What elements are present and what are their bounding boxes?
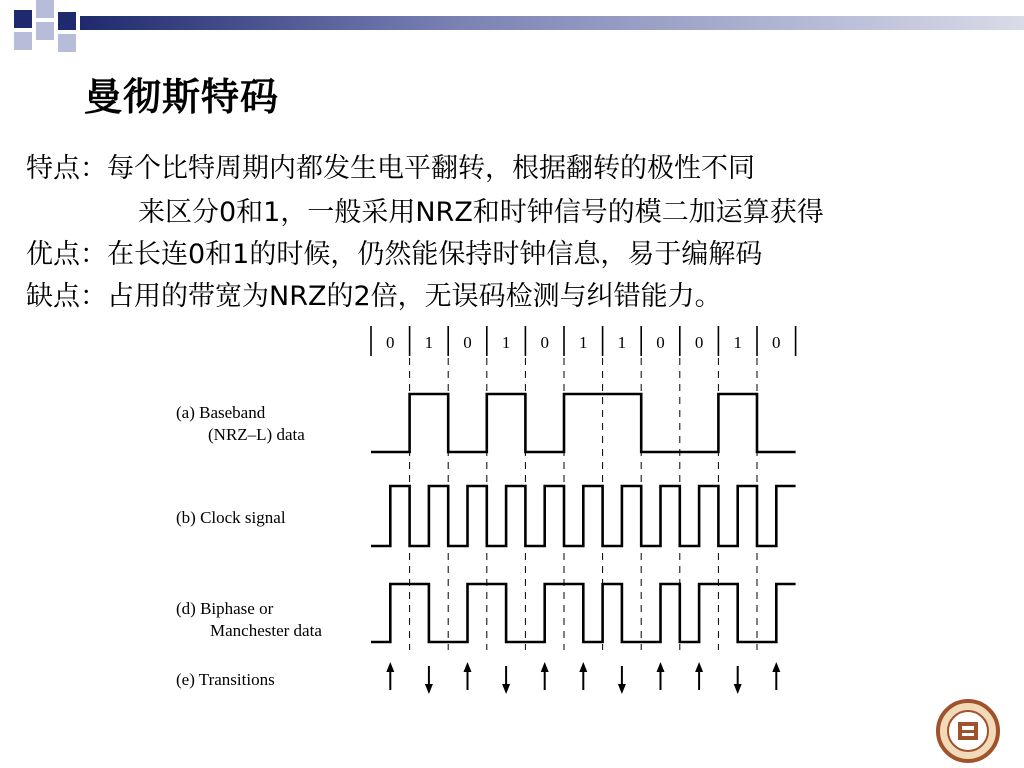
transition-arrows	[386, 662, 780, 694]
bit-value: 1	[579, 333, 588, 352]
text-line-disadvantages: 缺点：占用的带宽为NRZ的2倍，无误码检测与纠错能力。	[26, 281, 722, 312]
row-label-line: (e) Transitions	[176, 670, 275, 689]
row-label-line: (NRZ–L) data	[208, 425, 305, 444]
row-label-line: Manchester data	[210, 621, 322, 640]
text-line-features: 特点：每个比特周期内都发生电平翻转，根据翻转的极性不同	[26, 153, 755, 184]
bit-value: 1	[733, 333, 742, 352]
manchester-waveform	[371, 584, 796, 642]
transition-arrow-up	[541, 662, 549, 690]
nrz-waveform	[371, 394, 796, 452]
bit-value: 0	[694, 333, 704, 352]
waveforms	[371, 394, 796, 642]
text-line-advantages: 优点：在长连0和1的时候，仍然能保持时钟信息，易于编解码	[26, 239, 763, 270]
row-label-line: (a) Baseband	[176, 403, 266, 422]
transition-arrow-down	[618, 666, 626, 694]
transition-arrow-up	[579, 662, 587, 690]
transition-arrow-up	[695, 662, 703, 690]
bit-value: 0	[386, 333, 395, 352]
transition-arrow-down	[502, 666, 510, 694]
transition-arrow-down	[425, 666, 433, 694]
university-logo	[930, 698, 1006, 764]
transition-arrow-up	[464, 662, 472, 690]
clock-waveform	[371, 486, 796, 546]
bit-value: 1	[501, 333, 511, 352]
text-line-features-cont: 来区分0和1，一般采用NRZ和时钟信号的模二加运算获得	[138, 197, 824, 228]
bit-value: 0	[656, 333, 665, 352]
transition-arrow-up	[657, 662, 665, 690]
bit-value: 0	[463, 333, 472, 352]
transition-arrow-up	[772, 662, 780, 690]
bit-value: 1	[424, 333, 434, 352]
row-label-line: (d) Biphase or	[176, 599, 274, 618]
bit-value: 0	[772, 333, 781, 352]
row-label-line: (b) Clock signal	[176, 508, 286, 527]
row-labels	[176, 403, 322, 689]
bit-value: 1	[617, 333, 627, 352]
bit-value: 0	[540, 333, 549, 352]
slide-title: 曼彻斯特码	[84, 75, 280, 119]
transition-arrow-down	[734, 666, 742, 694]
transition-arrow-up	[386, 662, 394, 690]
bit-cells	[371, 326, 796, 356]
